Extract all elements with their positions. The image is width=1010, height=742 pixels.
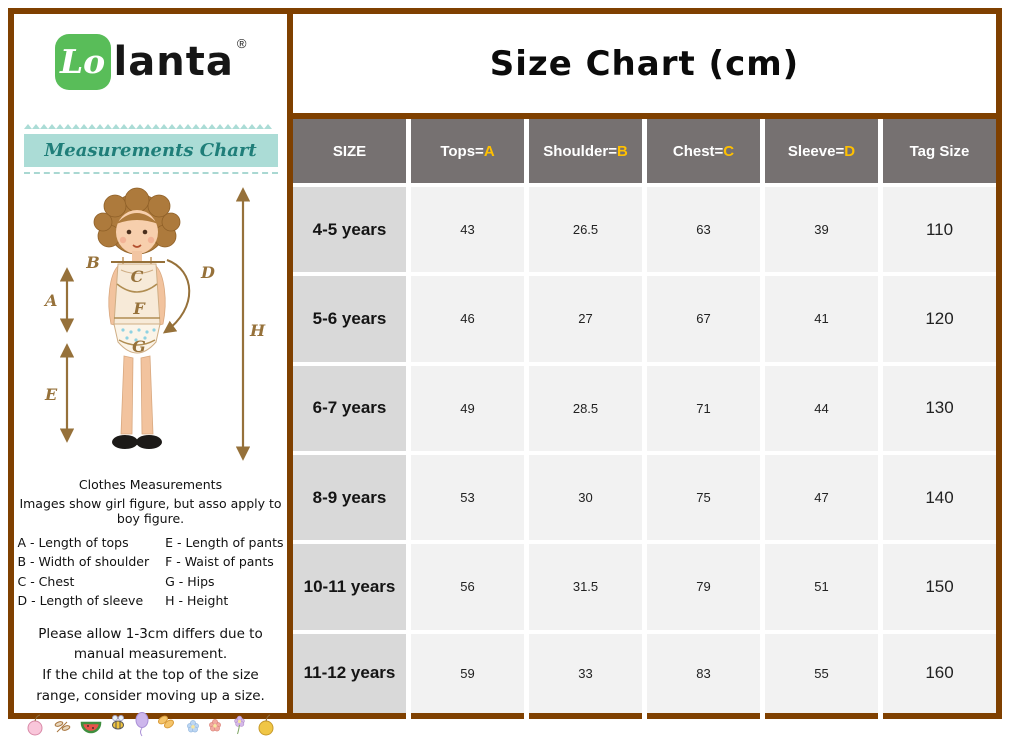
cell-shoulder: 31.5 [529, 544, 642, 629]
figure-applies-note: Images show girl figure, but asso apply to boy figure. [19, 496, 282, 526]
tolerance-note: Please allow 1-3cm differs due to manual measurement. [38, 625, 263, 663]
cell-tops: 56 [411, 544, 524, 629]
cell-chest: 83 [647, 634, 760, 719]
cell-tag-size: 110 [883, 187, 996, 272]
brand-logo [55, 34, 247, 90]
flower-purple-icon [234, 716, 244, 734]
figure-label-E: E [45, 385, 58, 404]
cell-chest: 79 [647, 544, 760, 629]
figure-label-H: H [250, 321, 266, 340]
size-chart-panel [293, 14, 996, 719]
flower-blue-icon [187, 721, 198, 733]
logo-wordmark: lanta [113, 39, 234, 85]
butterfly-icon [157, 715, 175, 730]
cell-tag-size: 160 [883, 634, 996, 719]
row-label: 6-7 years [293, 366, 406, 451]
cell-sleeve: 39 [765, 187, 878, 272]
column-header-shoulder [529, 119, 642, 183]
legend-item: C - Chest [17, 573, 75, 589]
cell-tag-size: 130 [883, 366, 996, 451]
bordered-frame [8, 8, 1002, 719]
row-label: 5-6 years [293, 276, 406, 361]
row-label: 8-9 years [293, 455, 406, 540]
measurement-legend [18, 533, 284, 611]
decor-icons-strip [25, 711, 277, 737]
apple-icon [28, 715, 42, 735]
column-header-tag-size [883, 119, 996, 183]
registered-trademark: ® [236, 36, 247, 51]
column-header-sleeve [765, 119, 878, 183]
legend-item: D - Length of sleeve [17, 593, 144, 609]
cell-tops: 49 [411, 366, 524, 451]
figure-label-C: C [130, 267, 144, 286]
cell-tag-size: 120 [883, 276, 996, 361]
header-label: Chest= [672, 142, 724, 160]
cell-chest: 75 [647, 455, 760, 540]
cell-sleeve: 47 [765, 455, 878, 540]
clothes-measurements-block [14, 475, 287, 526]
header-label: Sleeve= [787, 142, 845, 160]
column-header-chest [647, 119, 760, 183]
row-label: 11-12 years [293, 634, 406, 719]
cell-shoulder: 28.5 [529, 366, 642, 451]
figure-label-D: D [201, 263, 215, 282]
measurements-panel [14, 14, 287, 719]
size-up-note: If the child at the top of the size range, consider moving up a size. [36, 667, 265, 705]
legend-item: G - Hips [165, 573, 215, 589]
figure-label-B: B [86, 253, 100, 272]
legend-item: A - Length of tops [17, 535, 129, 550]
cell-shoulder: 27 [529, 276, 642, 361]
legend-item: H - Height [165, 593, 229, 609]
row-label: 4-5 years [293, 187, 406, 272]
header-letter: D [844, 142, 856, 160]
clothes-measurements-heading: Clothes Measurements [78, 477, 223, 492]
legend-item: F - Waist of pants [165, 554, 274, 570]
cell-sleeve: 55 [765, 634, 878, 719]
banner-title: Measurements Chart [44, 140, 257, 161]
measurement-notes [25, 624, 277, 708]
cell-shoulder: 33 [529, 634, 642, 719]
cell-shoulder: 30 [529, 455, 642, 540]
measurement-figure [33, 178, 268, 475]
header-letter: A [483, 142, 495, 160]
bee-icon [112, 716, 123, 730]
girl-measurement-diagram-icon [33, 178, 268, 470]
cell-tops: 43 [411, 187, 524, 272]
figure-label-F: F [133, 299, 145, 318]
figure-label-A: A [45, 291, 58, 310]
header-letter: B [616, 142, 628, 160]
cell-tops: 53 [411, 455, 524, 540]
cell-shoulder: 26.5 [529, 187, 642, 272]
cell-sleeve: 41 [765, 276, 878, 361]
header-label: Shoulder= [543, 142, 617, 160]
cell-tag-size: 150 [883, 544, 996, 629]
row-label: 10-11 years [293, 544, 406, 629]
size-table [293, 119, 996, 719]
legend-column-2 [165, 533, 283, 611]
header-label: Tag Size [909, 142, 970, 160]
pear-icon [259, 715, 273, 735]
logo-square-text: Lo [59, 41, 106, 81]
logo-square-icon [55, 34, 111, 90]
column-header-tops [411, 119, 524, 183]
cell-chest: 67 [647, 276, 760, 361]
measurements-chart-banner [24, 116, 278, 174]
dashed-rule [24, 172, 278, 174]
figure-label-G: G [132, 337, 146, 356]
cell-sleeve: 44 [765, 366, 878, 451]
cell-tops: 59 [411, 634, 524, 719]
watermelon-icon [82, 723, 100, 732]
legend-column-1 [18, 533, 150, 611]
balloon-icon [136, 713, 148, 737]
flower-red-icon [209, 720, 220, 732]
zigzag-edge [24, 124, 278, 129]
cell-sleeve: 51 [765, 544, 878, 629]
header-label: Tops= [440, 142, 484, 160]
title-area [293, 14, 996, 119]
column-header-size [293, 119, 406, 183]
legend-item: B - Width of shoulder [17, 554, 150, 570]
page-title: Size Chart (cm) [489, 43, 800, 84]
header-label: SIZE [332, 142, 367, 160]
header-letter: C [723, 142, 735, 160]
cell-tag-size: 140 [883, 455, 996, 540]
cell-chest: 71 [647, 366, 760, 451]
legend-item: E - Length of pants [165, 535, 284, 550]
banner-body [24, 134, 278, 167]
cell-tops: 46 [411, 276, 524, 361]
cell-chest: 63 [647, 187, 760, 272]
